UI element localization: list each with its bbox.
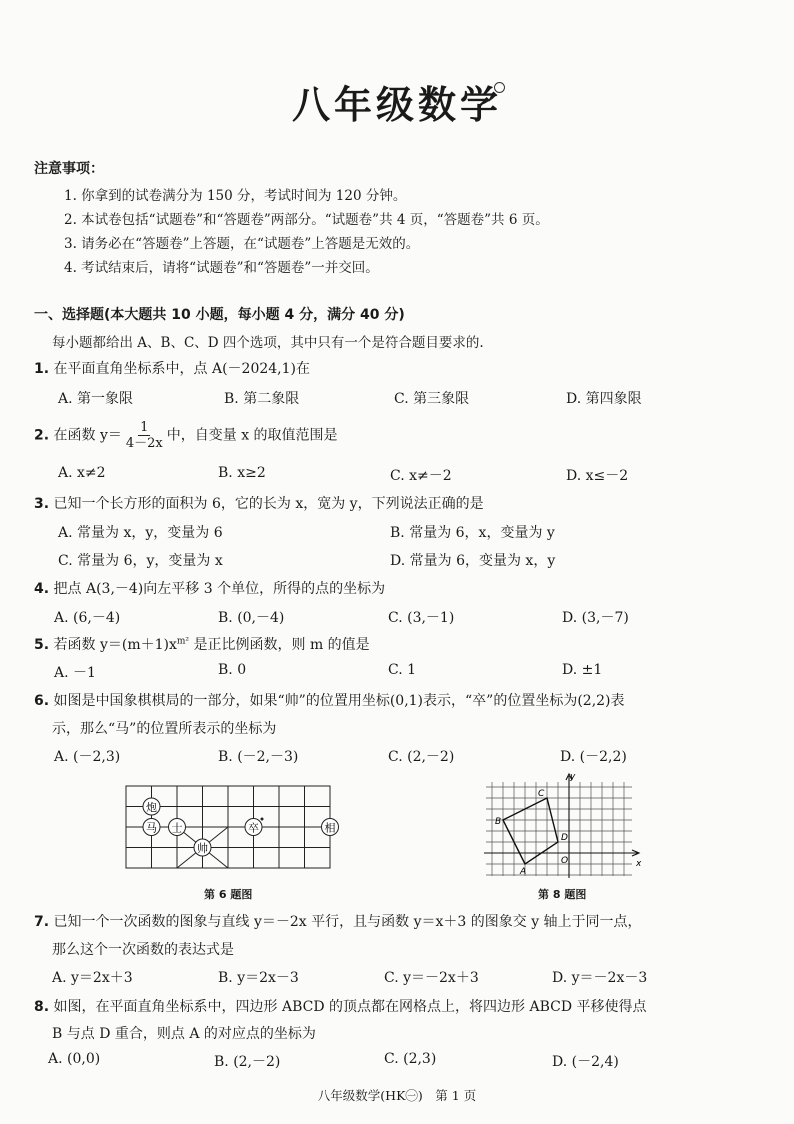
question-number: 3. <box>34 496 50 512</box>
option-a: A. 第一象限 <box>58 391 134 407</box>
y-label: y <box>570 772 576 782</box>
piece-ma: 马 <box>146 821 157 835</box>
option-a: A. 常量为 x，y，变量为 6 <box>58 525 223 541</box>
option-a: A. (0,0) <box>48 1051 101 1067</box>
option-b: B. (0,－4) <box>218 610 285 626</box>
question-8-line2: B 与点 D 重合，则点 A 的对应点的坐标为 <box>52 1026 316 1042</box>
option-c: C. (2,－2) <box>388 749 455 765</box>
option-c: C. (3,－1) <box>388 610 455 626</box>
point-d-label: D <box>561 833 568 843</box>
point-a-label: A <box>520 867 527 877</box>
figure-8-coordinate-grid <box>482 770 646 880</box>
question-6-line2: 示，那么“马”的位置所表示的坐标为 <box>52 721 277 737</box>
page-footer: 八年级数学(HK㊀) 第 1 页 <box>317 1088 477 1103</box>
note-item: 3. 请务必在“答题卷”上答题，在“试题卷”上答题是无效的。 <box>64 236 420 252</box>
question-text-line1: 如图，在平面直角坐标系中，四边形 ABCD 的顶点都在网格点上，将四边形 ABCD 平移使得点 <box>53 999 647 1015</box>
option-d: D. ±1 <box>562 662 603 678</box>
exponent: m² <box>176 636 190 647</box>
point-c-label: C <box>538 789 545 799</box>
section-intro: 每小题都给出 A、B、C、D 四个选项，其中只有一个是符合题目要求的. <box>52 335 484 351</box>
note-item: 2. 本试卷包括“试题卷”和“答题卷”两部分。“试题卷”共 4 页，“答题卷”共 6 页。 <box>64 212 549 228</box>
option-b: B. (－2,－3) <box>218 749 299 765</box>
piece-shuai: 帅 <box>197 842 208 855</box>
title-mark <box>494 82 505 93</box>
option-b: B. 常量为 6，x，变量为 y <box>390 525 555 541</box>
figure-6-chess-board <box>122 782 334 874</box>
option-b: B. 第二象限 <box>224 391 300 407</box>
x-label: x <box>636 859 642 869</box>
piece-shi: 士 <box>171 821 183 835</box>
question-number: 7. <box>34 914 50 930</box>
option-d: D. 第四象限 <box>566 391 642 407</box>
option-c: C. x≠－2 <box>390 468 452 484</box>
question-1 <box>34 358 310 378</box>
fraction-denominator: 4－2x <box>125 436 163 451</box>
option-a: A. x≠2 <box>58 465 106 481</box>
option-b: B. 0 <box>218 662 247 678</box>
figure-6-caption: 第 6 题图 <box>204 888 253 901</box>
question-text-line1: 如图是中国象棋棋局的一部分，如果“帅”的位置用坐标(0,1)表示，“卒”的位置坐标为(2,2)表 <box>53 693 625 709</box>
note-item: 1. 你拿到的试卷满分为 150 分，考试时间为 120 分钟。 <box>64 188 407 204</box>
question-5 <box>34 634 370 654</box>
piece-xiang: 相 <box>324 821 336 835</box>
question-6 <box>34 690 625 710</box>
question-number: 2. <box>34 427 50 444</box>
option-d: D. (－2,4) <box>552 1054 619 1070</box>
figure-8-caption: 第 8 题图 <box>538 888 587 901</box>
question-number: 6. <box>34 693 50 709</box>
option-b: B. y＝2x－3 <box>218 970 299 986</box>
option-a: A. (6,－4) <box>54 610 121 626</box>
point-b-label: B <box>495 817 502 827</box>
question-text: 已知一个长方形的面积为 6，它的长为 x，宽为 y，下列说法正确的是 <box>53 496 484 512</box>
section-heading: 一、选择题(本大题共 10 小题，每小题 4 分，满分 40 分) <box>34 307 405 323</box>
option-c: C. 第三象限 <box>394 391 470 407</box>
question-text-post: 是正比例函数，则 m 的值是 <box>189 637 370 653</box>
question-number: 1. <box>34 361 50 377</box>
question-number: 5. <box>34 637 50 653</box>
option-c: C. (2,3) <box>384 1051 437 1067</box>
option-c: C. y＝－2x＋3 <box>384 970 479 986</box>
question-4 <box>34 578 385 598</box>
page-title: 八年级数学 <box>291 83 502 127</box>
piece-pao: 炮 <box>146 801 157 814</box>
question-text: 在平面直角坐标系中，点 A(－2024,1)在 <box>53 361 310 377</box>
option-d: D. x≤－2 <box>566 468 629 484</box>
fraction-numerator: 1 <box>140 420 149 435</box>
note-item: 4. 考试结束后，请将“试题卷”和“答题卷”一并交回。 <box>64 260 379 276</box>
question-text-pre: 若函数 y＝(m＋1)x <box>53 637 177 653</box>
piece-zu: 卒 <box>248 821 259 835</box>
option-a: A. (－2,3) <box>54 749 121 765</box>
option-b: B. (2,－2) <box>214 1054 281 1070</box>
option-d: D. (3,－7) <box>562 610 629 626</box>
notes-heading: 注意事项： <box>34 161 104 177</box>
question-text-line1: 已知一个一次函数的图象与直线 y＝－2x 平行，且与函数 y＝x＋3 的图象交 y 轴上于同一点， <box>53 914 642 930</box>
question-7-line2: 那么这个一次函数的表达式是 <box>52 942 234 958</box>
fraction <box>124 420 165 451</box>
question-7 <box>34 911 642 931</box>
option-a: A. y＝2x＋3 <box>52 970 133 986</box>
option-d: D. (－2,2) <box>560 749 627 765</box>
option-c: C. 常量为 6，y，变量为 x <box>58 553 223 569</box>
board-dot <box>261 818 264 821</box>
question-number: 4. <box>34 581 50 597</box>
option-b: B. x≥2 <box>218 465 266 481</box>
question-3 <box>34 493 484 513</box>
option-d: D. y＝－2x－3 <box>552 970 648 986</box>
question-number: 8. <box>34 999 50 1015</box>
origin-label: O <box>561 856 569 866</box>
question-text-post: 中，自变量 x 的取值范围是 <box>166 427 338 444</box>
question-text: 把点 A(3,－4)向左平移 3 个单位，所得的点的坐标为 <box>53 581 386 597</box>
option-a: A. －1 <box>54 665 96 681</box>
option-d: D. 常量为 6，变量为 x，y <box>390 553 556 569</box>
question-text-pre: 在函数 y＝ <box>53 427 122 444</box>
option-c: C. 1 <box>388 662 417 678</box>
question-2 <box>34 420 338 451</box>
question-8 <box>34 996 647 1016</box>
